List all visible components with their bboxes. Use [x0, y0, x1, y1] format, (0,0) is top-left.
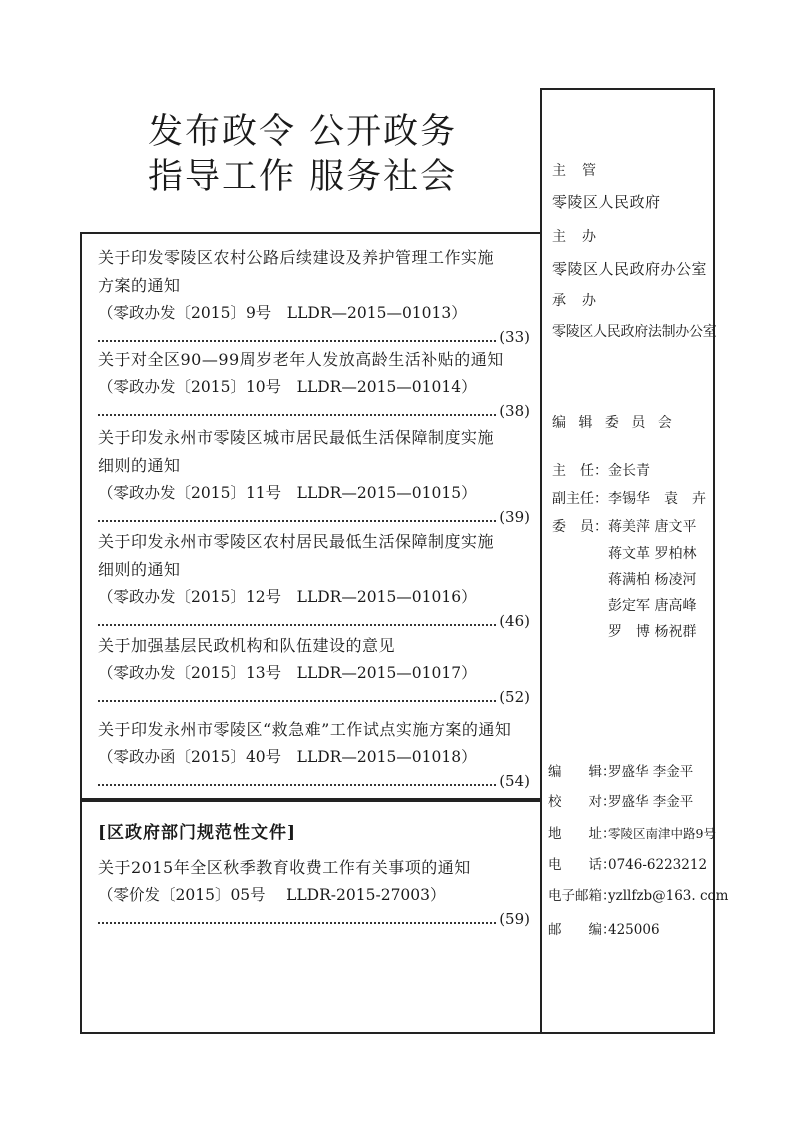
toc-entry-title: 关于印发永州市零陵区城市居民最低生活保障制度实施 — [98, 428, 495, 447]
toc-page-number: (52) — [499, 688, 530, 706]
toc-entry[interactable] — [98, 528, 530, 628]
toc-entry-title: 关于印发永州市零陵区农村居民最低生活保障制度实施 — [98, 532, 495, 551]
committee-label: 编 辑 委 员 会 — [552, 415, 676, 431]
toc-entry-title: 细则的通知 — [98, 456, 181, 475]
leader-dots — [98, 618, 496, 626]
proofreader-value: 罗盛华 李金平 — [608, 794, 694, 810]
toc-entry[interactable] — [98, 346, 530, 418]
supervisor-label: 主 管 — [552, 163, 597, 179]
section-header: [区政府部门规范性文件] — [98, 823, 297, 843]
toc-page-number: (33) — [499, 328, 530, 346]
toc-leader-line — [98, 686, 530, 704]
leader-dots — [98, 334, 496, 342]
toc-entry[interactable] — [98, 716, 530, 788]
postcode-row — [548, 918, 660, 938]
director: 主 任：金长青 — [552, 463, 650, 479]
toc-entry-title: 关于对全区90—99周岁老年人发放高龄生活补贴的通知 — [98, 350, 504, 369]
leader-dots — [98, 408, 496, 416]
toc-entry-title: 方案的通知 — [98, 276, 181, 295]
address-label: 地 址： — [548, 826, 616, 842]
toc-leader-line — [98, 400, 530, 418]
toc-leader-line — [98, 326, 530, 344]
toc-leader-line — [98, 770, 530, 788]
proofreader-label: 校 对： — [548, 794, 616, 810]
toc-entry[interactable] — [98, 632, 530, 704]
address-row — [548, 822, 716, 842]
leader-dots — [98, 778, 496, 786]
toc-entry[interactable] — [98, 424, 530, 524]
leader-dots — [98, 514, 496, 522]
toc-entry-title: 关于加强基层民政机构和队伍建设的意见 — [98, 636, 396, 655]
toc-entry-doc-number: （零价发〔2015〕05号 LLDR-2015-27003） — [98, 886, 446, 904]
editor-label: 编 辑： — [548, 764, 616, 780]
leader-dots — [98, 694, 496, 702]
toc-entry[interactable] — [98, 854, 530, 926]
postcode-label: 邮 编： — [548, 922, 616, 938]
slogan-line-2: 指导工作 服务社会 — [148, 157, 458, 197]
email-label: 电子邮箱： — [548, 888, 616, 904]
toc-page-number: (38) — [499, 402, 530, 420]
phone-value: 0746-6223212 — [608, 857, 708, 873]
toc-entry-title: 关于印发永州市零陵区“救急难”工作试点实施方案的通知 — [98, 720, 512, 739]
member-row: 蒋文革 罗柏林 — [608, 546, 697, 562]
member-row: 蒋满柏 杨凌河 — [608, 572, 697, 588]
email-row — [548, 884, 728, 904]
leader-dots — [98, 916, 496, 924]
sponsor-value: 零陵区人民政府办公室 — [552, 260, 708, 278]
phone-label: 电 话： — [548, 857, 616, 873]
member-row: 彭定军 唐高峰 — [608, 598, 697, 614]
toc-entry-doc-number: （零政办发〔2015〕10号 LLDR—2015—01014） — [98, 378, 477, 396]
supervisor-value: 零陵区人民政府 — [552, 193, 661, 211]
member-row: 蒋美萍 唐文平 — [608, 519, 697, 535]
toc-leader-line — [98, 506, 530, 524]
toc-entry[interactable] — [98, 244, 530, 344]
email-value[interactable]: yzllfzb@163. com — [608, 888, 729, 904]
toc-page-number: (54) — [499, 772, 530, 790]
toc-entry-title: 关于2015年全区秋季教育收费工作有关事项的通知 — [98, 858, 471, 877]
slogan — [148, 110, 528, 200]
undertaker-label: 承 办 — [552, 293, 597, 309]
member-row: 罗 博 杨祝群 — [608, 624, 697, 640]
toc-entry-doc-number: （零政办发〔2015〕12号 LLDR—2015—01016） — [98, 588, 477, 606]
toc-page-number: (46) — [499, 612, 530, 630]
deputy-director: 副主任：李锡华 袁 卉 — [552, 491, 706, 507]
sponsor-label: 主 办 — [552, 229, 597, 245]
editor-value: 罗盛华 李金平 — [608, 764, 694, 780]
toc-leader-line — [98, 610, 530, 628]
postcode-value: 425006 — [608, 922, 660, 938]
undertaker-value: 零陵区人民政府法制办公室 — [552, 324, 717, 340]
phone-row — [548, 853, 707, 873]
toc-entry-title: 细则的通知 — [98, 560, 181, 579]
toc-entry-doc-number: （零政办发〔2015〕13号 LLDR—2015—01017） — [98, 664, 477, 682]
toc-page-number: (59) — [499, 910, 530, 928]
toc-entry-doc-number: （零政办函〔2015〕40号 LLDR—2015—01018） — [98, 748, 477, 766]
editor-row — [548, 760, 693, 780]
address-value: 零陵区南津中路9号 — [608, 826, 716, 841]
toc-entry-doc-number: （零政办发〔2015〕9号 LLDR—2015—01013） — [98, 304, 467, 322]
slogan-line-1: 发布政令 公开政务 — [148, 112, 458, 152]
toc-entry-title: 关于印发零陵区农村公路后续建设及养护管理工作实施 — [98, 248, 495, 267]
members-label: 委 员： — [552, 519, 608, 535]
toc-page-number: (39) — [499, 508, 530, 526]
toc-leader-line — [98, 908, 530, 926]
proofreader-row — [548, 790, 693, 810]
toc-entry-doc-number: （零政办发〔2015〕11号 LLDR—2015—01015） — [98, 484, 477, 502]
